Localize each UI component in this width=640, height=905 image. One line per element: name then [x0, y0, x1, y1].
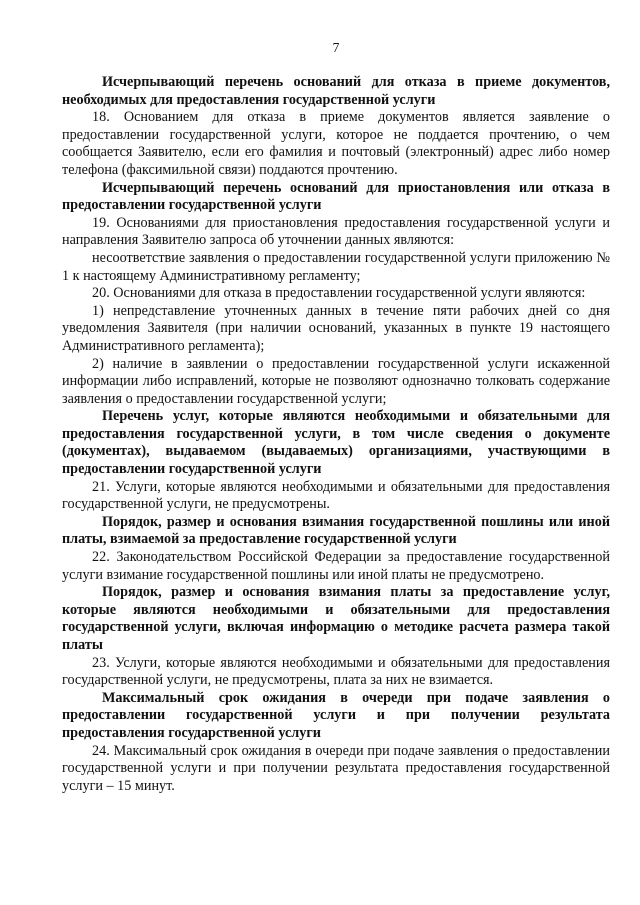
paragraph: 2) наличие в заявлении о предоставлении государственной услуги искаженной информации либо исправлений, которые не позволяют однозначно толковать содержание заявления о предоставлении государственной услуги;: [62, 355, 610, 407]
section-heading: Перечень услуг, которые являются необходимыми и обязательными для предоставления государственной услуги, в том числе сведения о документе (документах), выдаваемом (выдаваемых) организациями, участвующими в предоставлении государственной услуги: [62, 408, 610, 478]
section-heading: Максимальный срок ожидания в очереди при подаче заявления о предоставлении государственной услуги и при получении результата предоставления государственной услуги: [62, 689, 610, 741]
paragraph: 21. Услуги, которые являются необходимыми и обязательными для предоставления государственной услуги, не предусмотрены.: [62, 478, 610, 513]
section-heading: Порядок, размер и основания взимания платы за предоставление услуг, которые являются необходимыми и обязательными для предоставления государственной услуги, включая информацию о методике расчета размера такой платы: [62, 584, 610, 653]
page-number: 7: [332, 40, 340, 55]
section-heading: Исчерпывающий перечень оснований для приостановления или отказа в предоставлении государственной услуги: [62, 179, 610, 214]
paragraph: 20. Основаниями для отказа в предоставлении государственной услуги являются:: [92, 285, 586, 302]
paragraph: 22. Законодательством Российской Федерации за предоставление государственной услуги взимание государственной пошлины или иной платы не предусмотрено.: [62, 549, 610, 583]
paragraph: 1) непредставление уточненных данных в течение пяти рабочих дней со дня уведомления Заявителя (при наличии оснований, указанных в пункте 19 настоящего Административного регламента);: [62, 302, 610, 354]
paragraph: несоответствие заявления о предоставлении государственной услуги приложению № 1 к настоящему Административному регламенту;: [62, 249, 610, 284]
paragraph: 24. Максимальный срок ожидания в очереди при подаче заявления о предоставлении государственной услуги и при получении результата предоставления государственной услуги – 15 минут.: [62, 742, 610, 794]
paragraph: 19. Основаниями для приостановления предоставления государственной услуги и направления Заявителю запроса об уточнении данных являются:: [62, 214, 610, 249]
document-body: [62, 74, 610, 795]
paragraph: 23. Услуги, которые являются необходимыми и обязательными для предоставления государственной услуги, не предусмотрены, плата за них не взимается.: [62, 654, 610, 689]
paragraph: 18. Основанием для отказа в приеме документов является заявление о предоставлении государственной услуги, которое не поддается прочтению, о чем сообщается Заявителю, если его фамилия и почтовый (электронный) адрес либо номер телефона (факсимильной связи) поддаются прочтению.: [62, 109, 610, 178]
section-heading: Порядок, размер и основания взимания государственной пошлины или иной платы, взимаемой за предоставление государственной услуги: [62, 513, 610, 548]
section-heading: Исчерпывающий перечень оснований для отказа в приеме документов, необходимых для предоставления государственной услуги: [62, 74, 610, 108]
